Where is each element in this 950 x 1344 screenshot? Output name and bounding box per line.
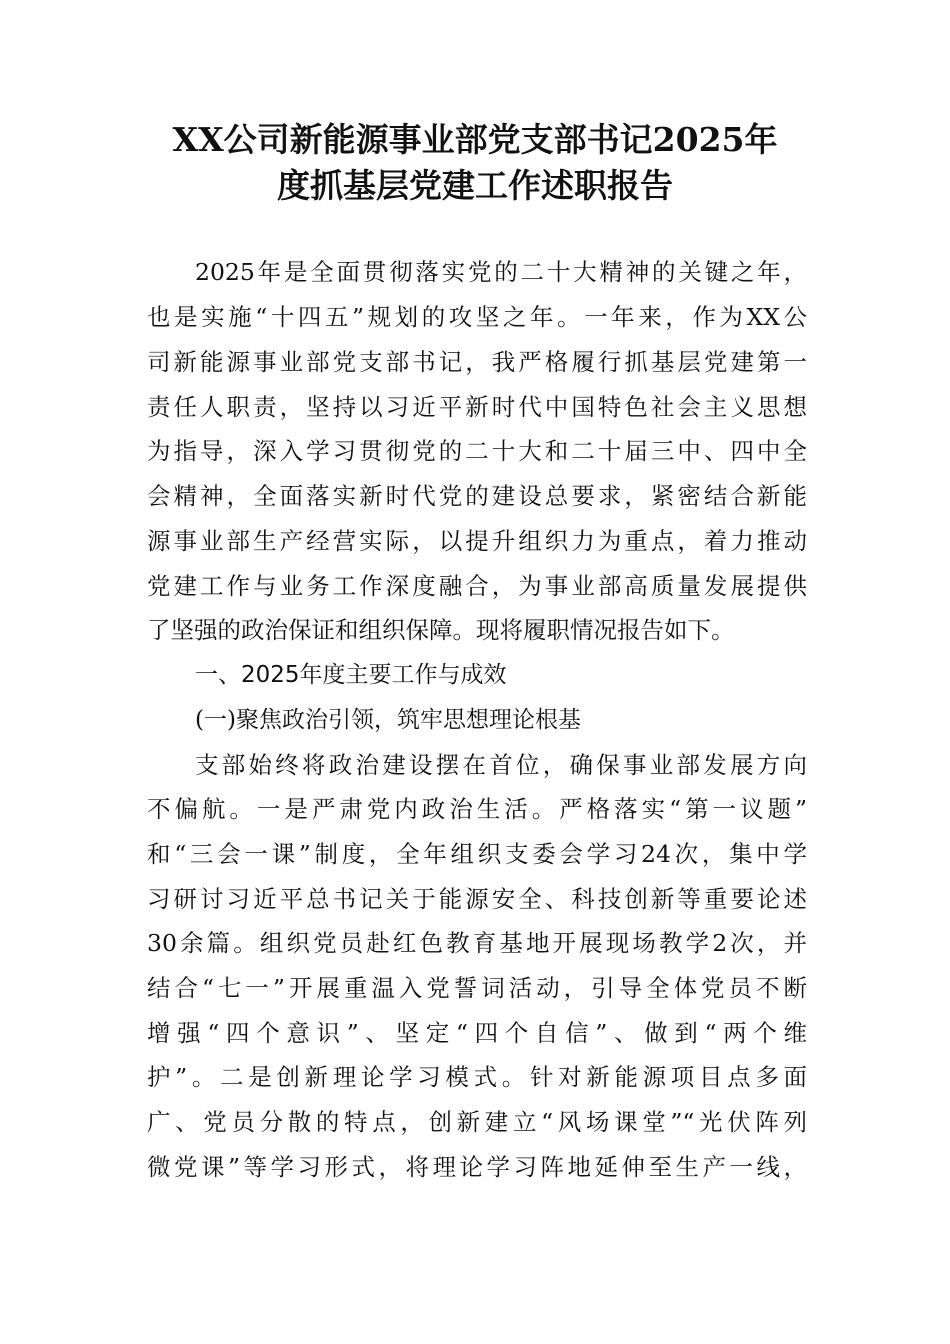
body-paragraph-line: 习研讨习近平总书记关于能源安全、科技创新等重要论述 <box>147 885 807 913</box>
body-paragraph-line: 护”。二是创新理论学习模式。针对新能源项目点多面 <box>147 1063 807 1091</box>
body-paragraph-line: 微党课”等学习形式，将理论学习阵地延伸至生产一线， <box>147 1153 807 1181</box>
intro-paragraph-line: 2025年是全面贯彻落实党的二十大精神的关键之年， <box>195 258 807 286</box>
body-paragraph-line: 支部始终将政治建设摆在首位，确保事业部发展方向 <box>195 751 807 779</box>
body-paragraph-line: 结合“七一”开展重温入党誓词活动，引导全体党员不断 <box>147 974 807 1002</box>
intro-paragraph-line: 为指导，深入学习贯彻党的二十大和二十届三中、四中全 <box>147 437 807 465</box>
intro-paragraph-line: 源事业部生产经营实际，以提升组织力为重点，着力推动 <box>147 527 807 555</box>
intro-paragraph-line: 了坚强的政治保证和组织保障。现将履职情况报告如下。 <box>147 616 735 644</box>
intro-paragraph-line: 责任人职责，坚持以习近平新时代中国特色社会主义思想 <box>147 393 807 421</box>
intro-paragraph-line: 也是实施“十四五”规划的攻坚之年。一年来，作为XX公 <box>147 303 807 331</box>
intro-paragraph-line: 会精神，全面落实新时代党的建设总要求，紧密结合新能 <box>147 482 807 510</box>
body-paragraph-line: 30余篇。组织党员赴红色教育基地开展现场教学2次，并 <box>147 929 807 957</box>
body-paragraph-line: 广、党员分散的特点，创新建立“风场课堂”“光伏阵列 <box>147 1108 807 1136</box>
intro-paragraph-line: 司新能源事业部党支部书记，我严格履行抓基层党建第一 <box>147 348 807 376</box>
section-heading: 一、2025年度主要工作与成效 <box>195 662 507 688</box>
document-title-line-1: XX公司新能源事业部党支部书记2025年 <box>172 120 778 159</box>
intro-paragraph-line: 党建工作与业务工作深度融合，为事业部高质量发展提供 <box>147 572 807 600</box>
body-paragraph-line: 不偏航。一是严肃党内政治生活。严格落实“第一议题” <box>147 795 807 823</box>
body-paragraph-line: 增强“四个意识”、坚定“四个自信”、做到“两个维 <box>147 1019 807 1047</box>
subsection-heading: (一)聚焦政治引领，筑牢思想理论根基 <box>195 707 581 733</box>
body-paragraph-line: 和“三会一课”制度，全年组织支委会学习24次，集中学 <box>147 840 807 868</box>
document-title-line-2: 度抓基层党建工作述职报告 <box>277 166 673 205</box>
